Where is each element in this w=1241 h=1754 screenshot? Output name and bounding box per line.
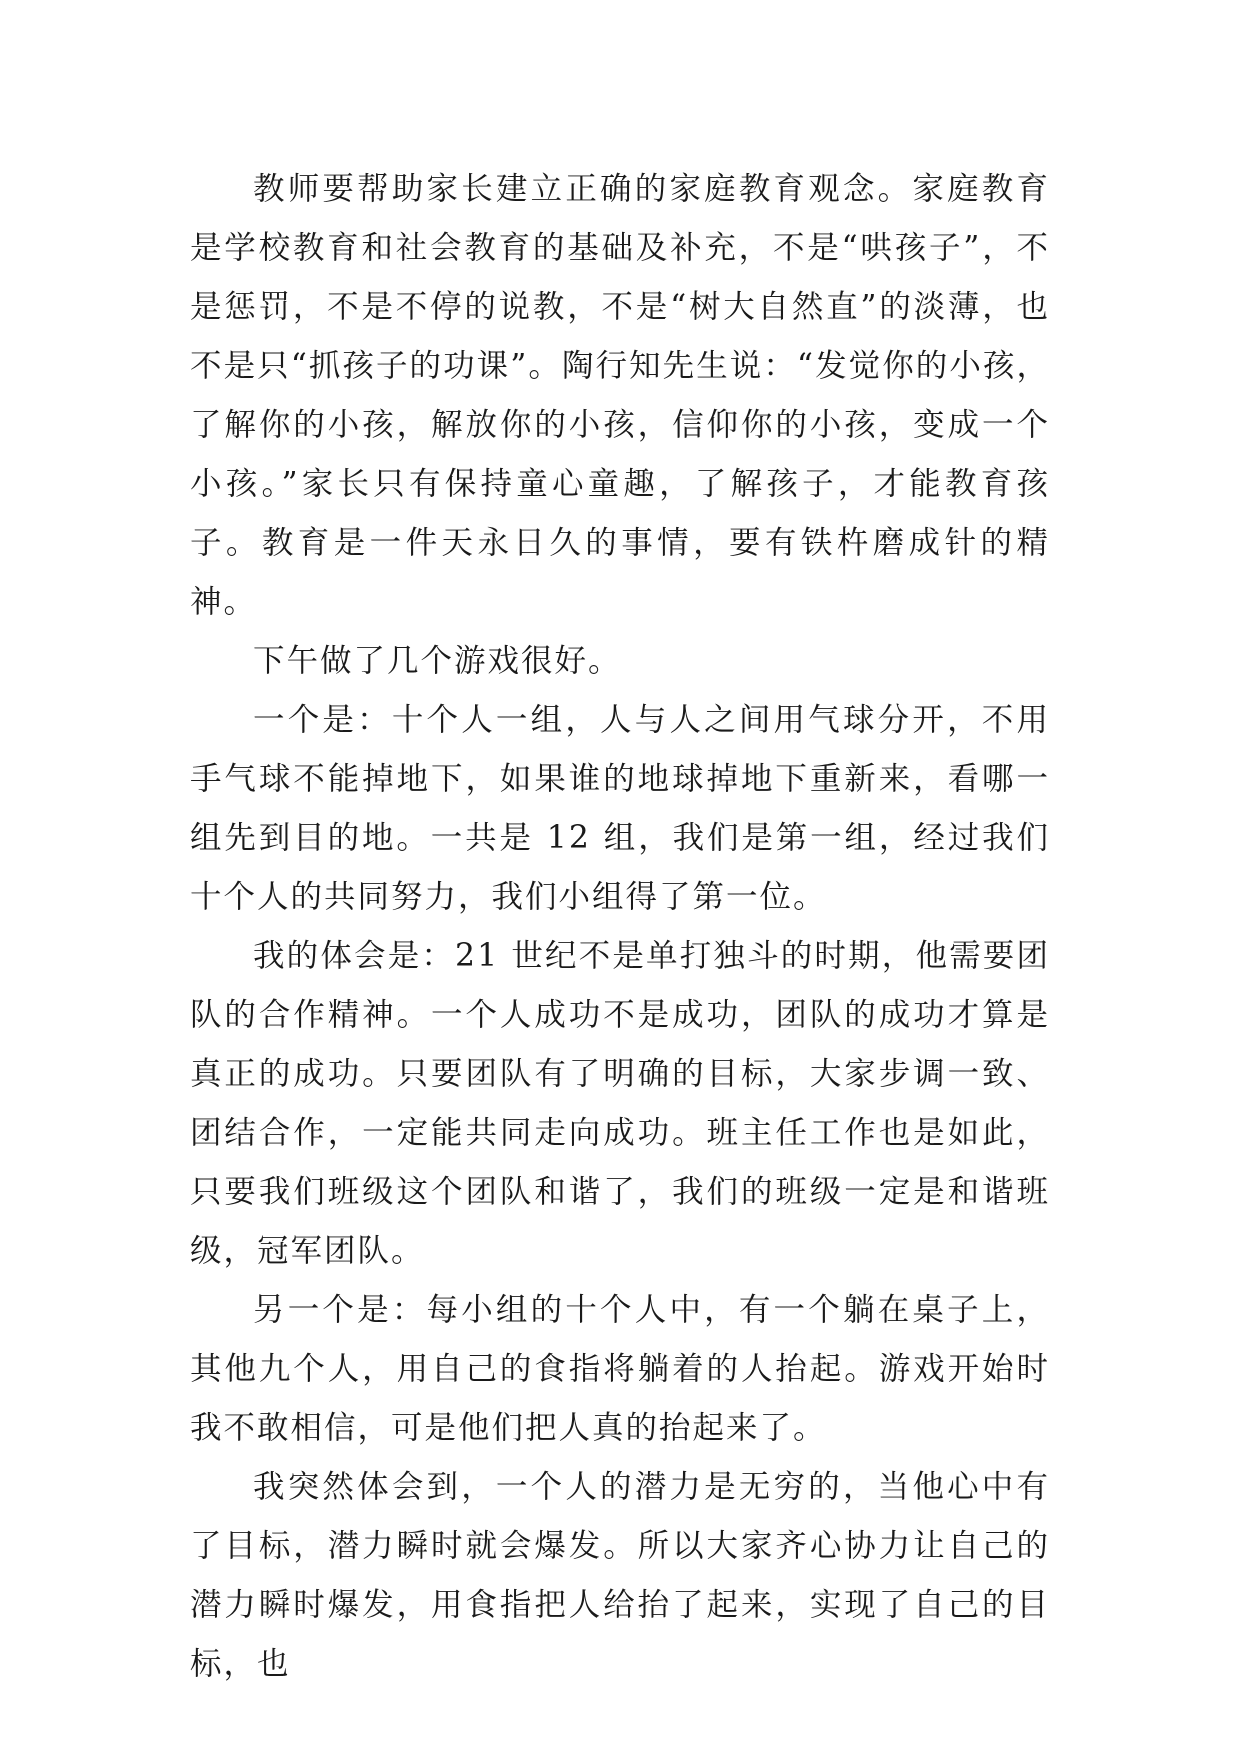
document-body	[190, 160, 1050, 1694]
paragraph-lifting-game: 另一个是：每小组的十个人中，有一个躺在桌子上，其他九个人，用自己的食指将躺着的人抬起。游戏开始时我不敢相信，可是他们把人真的抬起来了。	[190, 1292, 1050, 1446]
paragraph-balloon-game: 一个是：十个人一组，人与人之间用气球分开，不用手气球不能掉地下，如果谁的地球掉地下重新来，看哪一组先到目的地。一共是 12 组，我们是第一组，经过我们十个人的共同努力，我们小组得了第一位。	[190, 702, 1050, 915]
paragraph-parent-guidance: 教师要帮助家长建立正确的家庭教育观念。家庭教育是学校教育和社会教育的基础及补充，不是“哄孩子”，不是惩罚，不是不停的说教，不是“树大自然直”的淡薄，也不是只“抓孩子的功课”。陶行知先生说：“发觉你的小孩，了解你的小孩，解放你的小孩，信仰你的小孩，变成一个小孩。”家长只有保持童心童趣，了解孩子，才能教育孩子。教育是一件天永日久的事情，要有铁杵磨成针的精神。	[190, 171, 1050, 620]
paragraph-potential-reflection: 我突然体会到，一个人的潜力是无穷的，当他心中有了目标，潜力瞬时就会爆发。所以大家齐心协力让自己的潜力瞬时爆发，用食指把人给抬了起来，实现了自己的目标，也	[190, 1469, 1050, 1682]
paragraph-teamwork-reflection: 我的体会是：21 世纪不是单打独斗的时期，他需要团队的合作精神。一个人成功不是成功，团队的成功才算是真正的成功。只要团队有了明确的目标，大家步调一致、团结合作，一定能共同走向成功。班主任工作也是如此，只要我们班级这个团队和谐了，我们的班级一定是和谐班级，冠军团队。	[190, 938, 1050, 1269]
paragraph-afternoon-games: 下午做了几个游戏很好。	[253, 643, 622, 679]
